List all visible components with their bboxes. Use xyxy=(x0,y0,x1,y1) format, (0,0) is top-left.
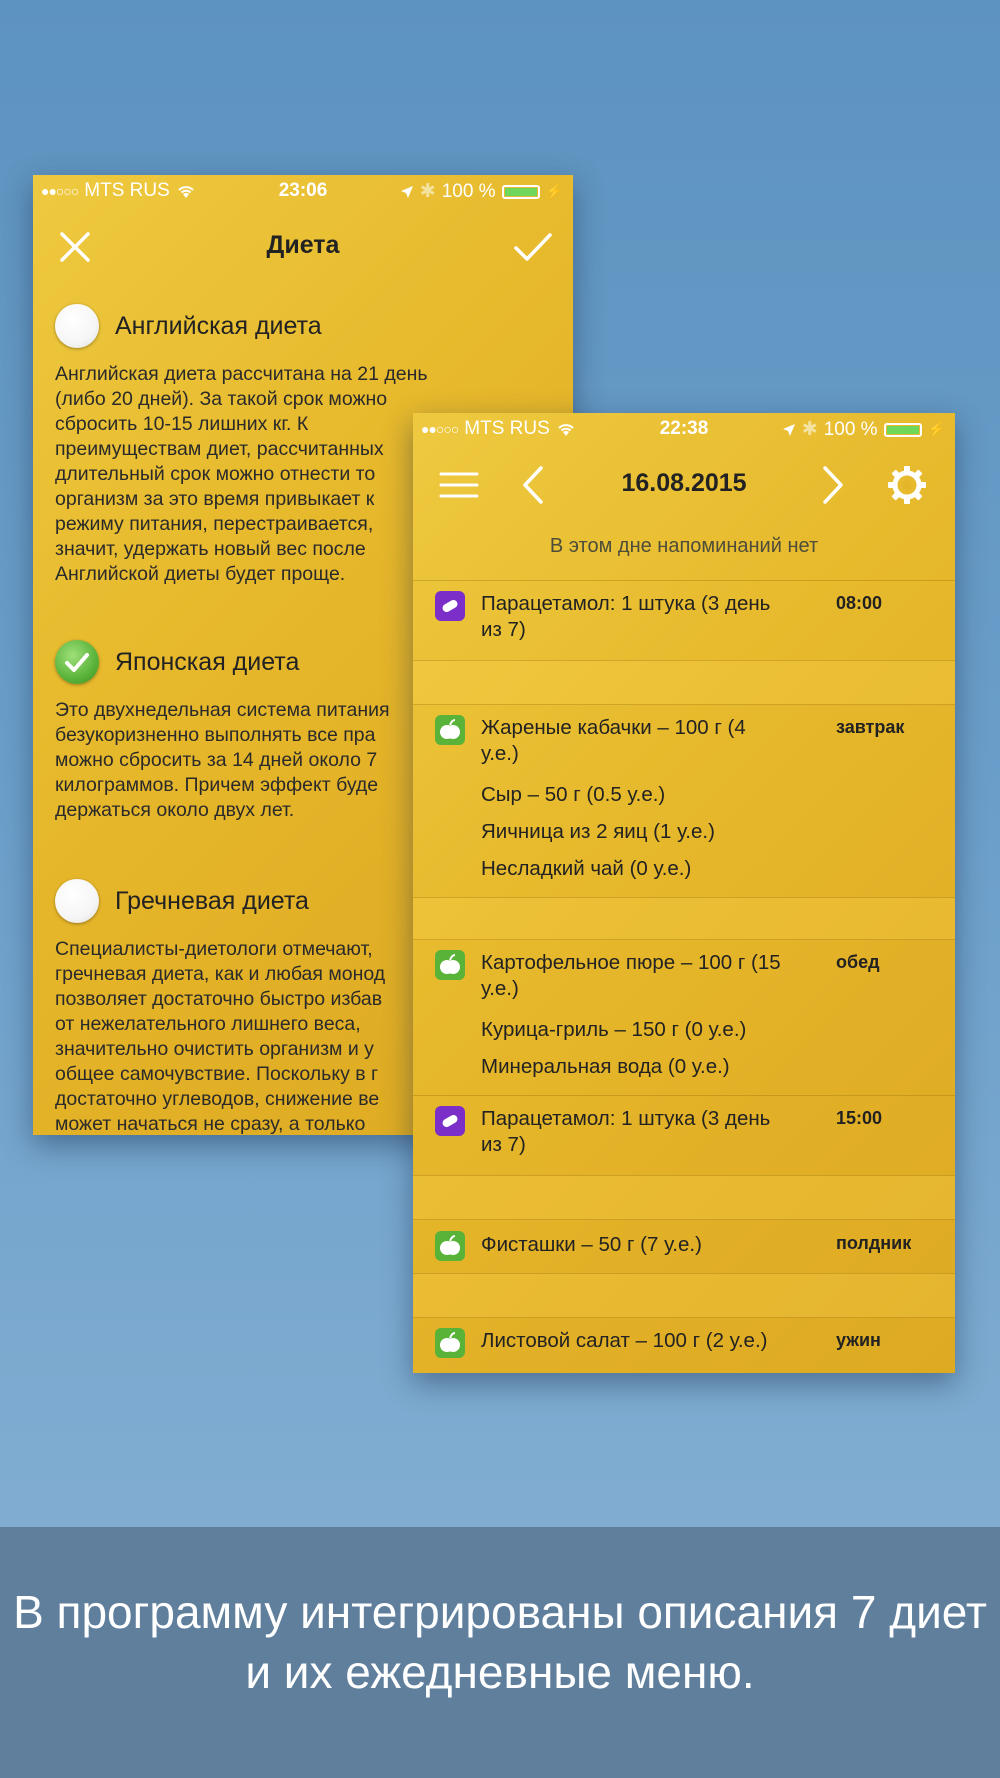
battery-icon xyxy=(502,185,540,199)
status-time: 22:38 xyxy=(659,418,709,439)
entry-item: Сыр – 50 г (0.5 у.е.) xyxy=(481,783,666,806)
schedule-entry-dinner[interactable] xyxy=(413,1317,955,1373)
signal-strength-icon: ●●○○○ xyxy=(41,183,79,199)
caption-line-1: В программу интегрированы описания 7 диет xyxy=(13,1586,987,1638)
radio-button-checked[interactable] xyxy=(55,640,99,684)
divider xyxy=(413,897,955,940)
schedule-entry-medication[interactable] xyxy=(413,1095,955,1176)
diet-description: Английская диета рассчитана на 21 день (либо 20 дней). За такой срок можно сбросить 10-15 лишних кг. К преимуществам диет, рассчитанных длительный срок можно отнести то организм за это время привыкает к режиму питания, перестраивается, значит, удержать новый вес после Английской диеты будет проще. xyxy=(55,363,428,585)
divider xyxy=(413,1175,955,1220)
pill-icon xyxy=(435,1106,465,1136)
carrier-name: MTS RUS xyxy=(84,180,170,201)
bluetooth-icon: ✱ xyxy=(419,181,436,202)
radio-button[interactable] xyxy=(55,304,99,348)
no-reminders-message: В этом дне напоминаний нет xyxy=(549,535,819,557)
entry-meal: завтрак xyxy=(836,717,905,737)
entry-meal: ужин xyxy=(836,1330,881,1350)
status-bar xyxy=(33,175,573,205)
diet-name: Японская диета xyxy=(115,648,300,676)
checkmark-icon xyxy=(55,640,99,684)
caption-line-2: и их ежедневные меню. xyxy=(245,1646,755,1698)
entry-item: Картофельное пюре – 100 г (15 у.е.) xyxy=(481,951,781,1000)
apple-icon xyxy=(435,715,465,745)
entry-item: Фисташки – 50 г (7 у.е.) xyxy=(481,1233,702,1256)
navigation-bar xyxy=(33,217,573,277)
apple-icon xyxy=(435,1328,465,1358)
status-time: 23:06 xyxy=(278,180,328,201)
schedule-entry-snack[interactable] xyxy=(413,1219,955,1274)
entry-item: Парацетамол: 1 штука (3 день из 7) xyxy=(481,1107,771,1156)
chevron-right-icon[interactable] xyxy=(809,463,853,507)
battery-percent: 100 % xyxy=(441,180,496,202)
entry-meal: обед xyxy=(836,952,880,972)
checkmark-icon[interactable] xyxy=(511,225,555,269)
location-arrow-icon xyxy=(400,185,414,199)
divider xyxy=(413,660,955,705)
promo-caption xyxy=(0,1582,1000,1702)
diet-description: Это двухнедельная система питания безукоризненно выполнять все пра можно сбросить за 14 дней около 7 килограммов. Причем эффект буде держаться около двух лет. xyxy=(55,699,390,821)
apple-icon xyxy=(435,950,465,980)
radio-button[interactable] xyxy=(55,879,99,923)
apple-icon xyxy=(435,1231,465,1261)
entry-item: Яичница из 2 яиц (1 у.е.) xyxy=(481,820,715,843)
battery-percent: 100 % xyxy=(823,418,878,440)
charging-icon: ⚡ xyxy=(545,183,563,199)
page-title: Диета xyxy=(266,231,340,259)
schedule-entry-lunch[interactable] xyxy=(413,939,955,1096)
diet-name: Английская диета xyxy=(115,312,322,340)
entry-item: Минеральная вода (0 у.е.) xyxy=(481,1055,730,1078)
divider xyxy=(413,1273,955,1318)
entry-item: Листовой салат – 100 г (2 у.е.) xyxy=(481,1329,768,1352)
gear-icon[interactable] xyxy=(885,463,929,507)
entry-time: 15:00 xyxy=(836,1108,883,1128)
entry-meal: полдник xyxy=(836,1233,912,1253)
location-arrow-icon xyxy=(782,423,796,437)
diet-description: Специалисты-диетологи отмечают, гречневая диета, как и любая монод позволяет достаточно быстро избав от нежелательного лишнего веса, значительно очистить организм и у общее самочувствие. Поскольку в г достаточно углеводов, снижение ве может начаться не сразу, а только xyxy=(55,938,386,1135)
navigation-bar xyxy=(413,455,955,515)
entry-item: Несладкий чай (0 у.е.) xyxy=(481,857,692,880)
entry-item: Курица-гриль – 150 г (0 у.е.) xyxy=(481,1018,747,1041)
charging-icon: ⚡ xyxy=(927,421,945,437)
carrier-name: MTS RUS xyxy=(464,418,550,439)
entry-item: Жареные кабачки – 100 г (4 у.е.) xyxy=(481,716,746,765)
caption-bar xyxy=(0,1527,1000,1778)
current-date: 16.08.2015 xyxy=(621,469,747,497)
entry-item: Парацетамол: 1 штука (3 день из 7) xyxy=(481,592,771,641)
status-bar xyxy=(413,413,955,443)
signal-strength-icon: ●●○○○ xyxy=(421,421,459,437)
entry-time: 08:00 xyxy=(836,593,883,613)
schedule-entry-medication[interactable] xyxy=(413,580,955,661)
pill-icon xyxy=(435,591,465,621)
daily-schedule-screen xyxy=(413,413,955,1373)
schedule-entry-breakfast[interactable] xyxy=(413,704,955,898)
bluetooth-icon: ✱ xyxy=(801,419,818,440)
battery-icon xyxy=(884,423,922,437)
diet-name: Гречневая диета xyxy=(115,887,309,915)
